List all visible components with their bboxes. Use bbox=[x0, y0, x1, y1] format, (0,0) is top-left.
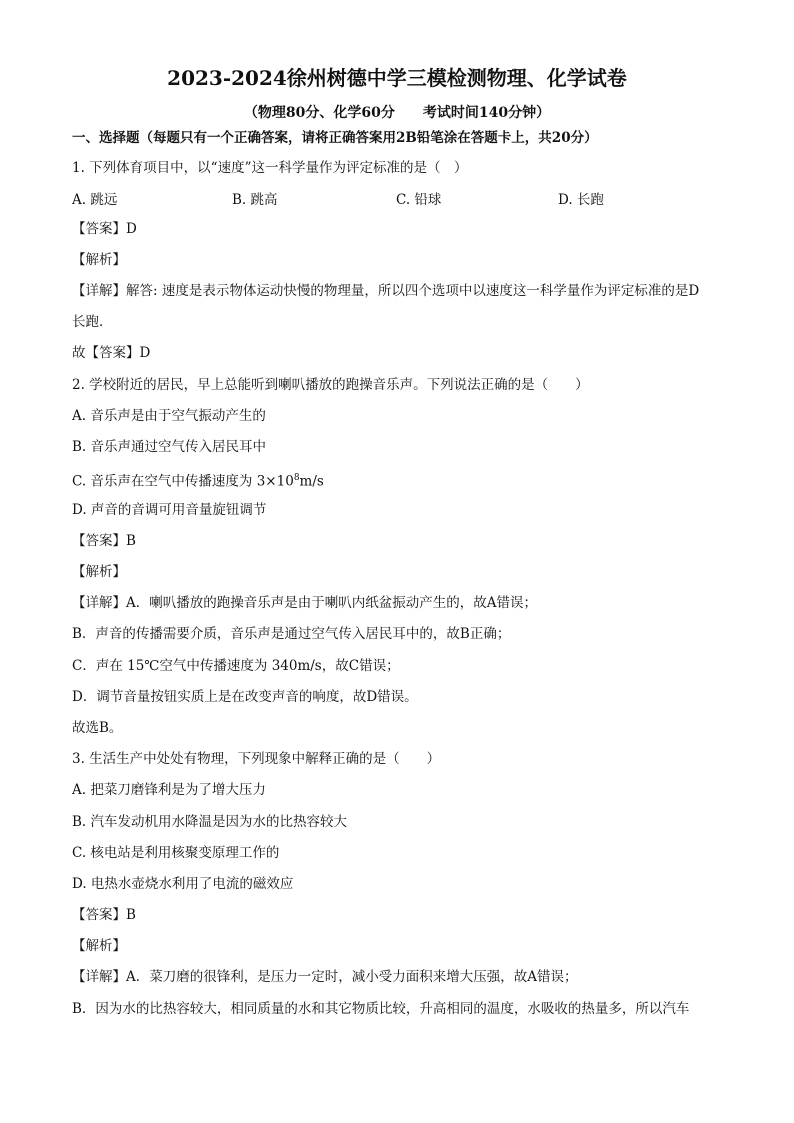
q3-option-a: A. 把菜刀磨锋利是为了增大压力 bbox=[72, 782, 266, 798]
q1-detail-cont: 长跑． bbox=[72, 314, 113, 330]
q1-analysis: 【解析】 bbox=[72, 252, 126, 268]
q1-detail: 【详解】解答: 速度是表示物体运动快慢的物理量，所以四个选项中以速度这一科学量作为评定标准的是D bbox=[72, 283, 700, 299]
q3-option-b: B. 汽车发动机用水降温是因为水的比热容较大 bbox=[72, 814, 348, 830]
q2-option-c: C. 音乐声在空气中传播速度为 $3\times 10^8m/s$ bbox=[72, 473, 324, 490]
q2-detail-d: D．调节音量按钮实质上是在改变声音的响度，故D错误。 bbox=[72, 689, 418, 705]
q3-detail-b: B．因为水的比热容较大，相同质量的水和其它物质比较，升高相同的温度，水吸收的热量多，所以汽车 bbox=[72, 1001, 690, 1017]
q3-option-c: C. 核电站是利用核聚变原理工作的 bbox=[72, 845, 280, 861]
q2-detail-a: 【详解】A．喇叭播放的跑操音乐声是由于喇叭内纸盆振动产生的，故A错误； bbox=[72, 595, 537, 611]
q1-conclusion: 故【答案】D bbox=[72, 345, 151, 361]
q1-option-b: B. 跳高 bbox=[232, 192, 278, 208]
q2-detail-c: C．声在 15℃空气中传播速度为 340m/s，故C错误； bbox=[72, 658, 400, 674]
q2-option-d: D. 声音的音调可用音量旋钮调节 bbox=[72, 502, 267, 518]
q1-option-a: A. 跳远 bbox=[72, 192, 118, 208]
q3-stem: 3. 生活生产中处处有物理，下列现象中解释正确的是（ ） bbox=[72, 751, 441, 767]
q2-option-b: B. 音乐声通过空气传入居民耳中 bbox=[72, 439, 267, 455]
q2-answer: 【答案】B bbox=[72, 533, 136, 549]
score-info: （物理80分、化学60分 bbox=[243, 105, 395, 121]
q3-analysis: 【解析】 bbox=[72, 938, 126, 954]
q1-option-c: C. 铅球 bbox=[396, 192, 442, 208]
q2-detail-b: B．声音的传播需要介质，音乐声是通过空气传入居民耳中的，故B正确； bbox=[72, 626, 511, 642]
q2-analysis: 【解析】 bbox=[72, 564, 126, 580]
q2-conclusion: 故选B。 bbox=[72, 720, 123, 736]
q2-stem: 2. 学校附近的居民，早上总能听到喇叭播放的跑操音乐声。下列说法正确的是（ ） bbox=[72, 377, 589, 393]
section-heading: 一、选择题（每题只有一个正确答案，请将正确答案用2B铅笔涂在答题卡上，共20分） bbox=[72, 130, 598, 146]
time-info: 考试时间140分钟） bbox=[422, 105, 551, 121]
q3-option-d: D. 电热水壶烧水利用了电流的磁效应 bbox=[72, 876, 294, 892]
q2-option-a: A. 音乐声是由于空气振动产生的 bbox=[72, 408, 266, 424]
q3-detail-a: 【详解】A．菜刀磨的很锋利，是压力一定时，减小受力面积来增大压强，故A错误； bbox=[72, 969, 578, 985]
q1-answer: 【答案】D bbox=[72, 221, 137, 237]
q1-option-d: D. 长跑 bbox=[558, 192, 604, 208]
q3-answer: 【答案】B bbox=[72, 907, 136, 923]
q1-stem: 1. 下列体育项目中，以“速度”这一科学量作为评定标准的是（ ） bbox=[72, 160, 468, 176]
exam-subtitle bbox=[0, 102, 794, 122]
exam-title: 2023-2024徐州树德中学三模检测物理、化学试卷 bbox=[167, 66, 627, 90]
